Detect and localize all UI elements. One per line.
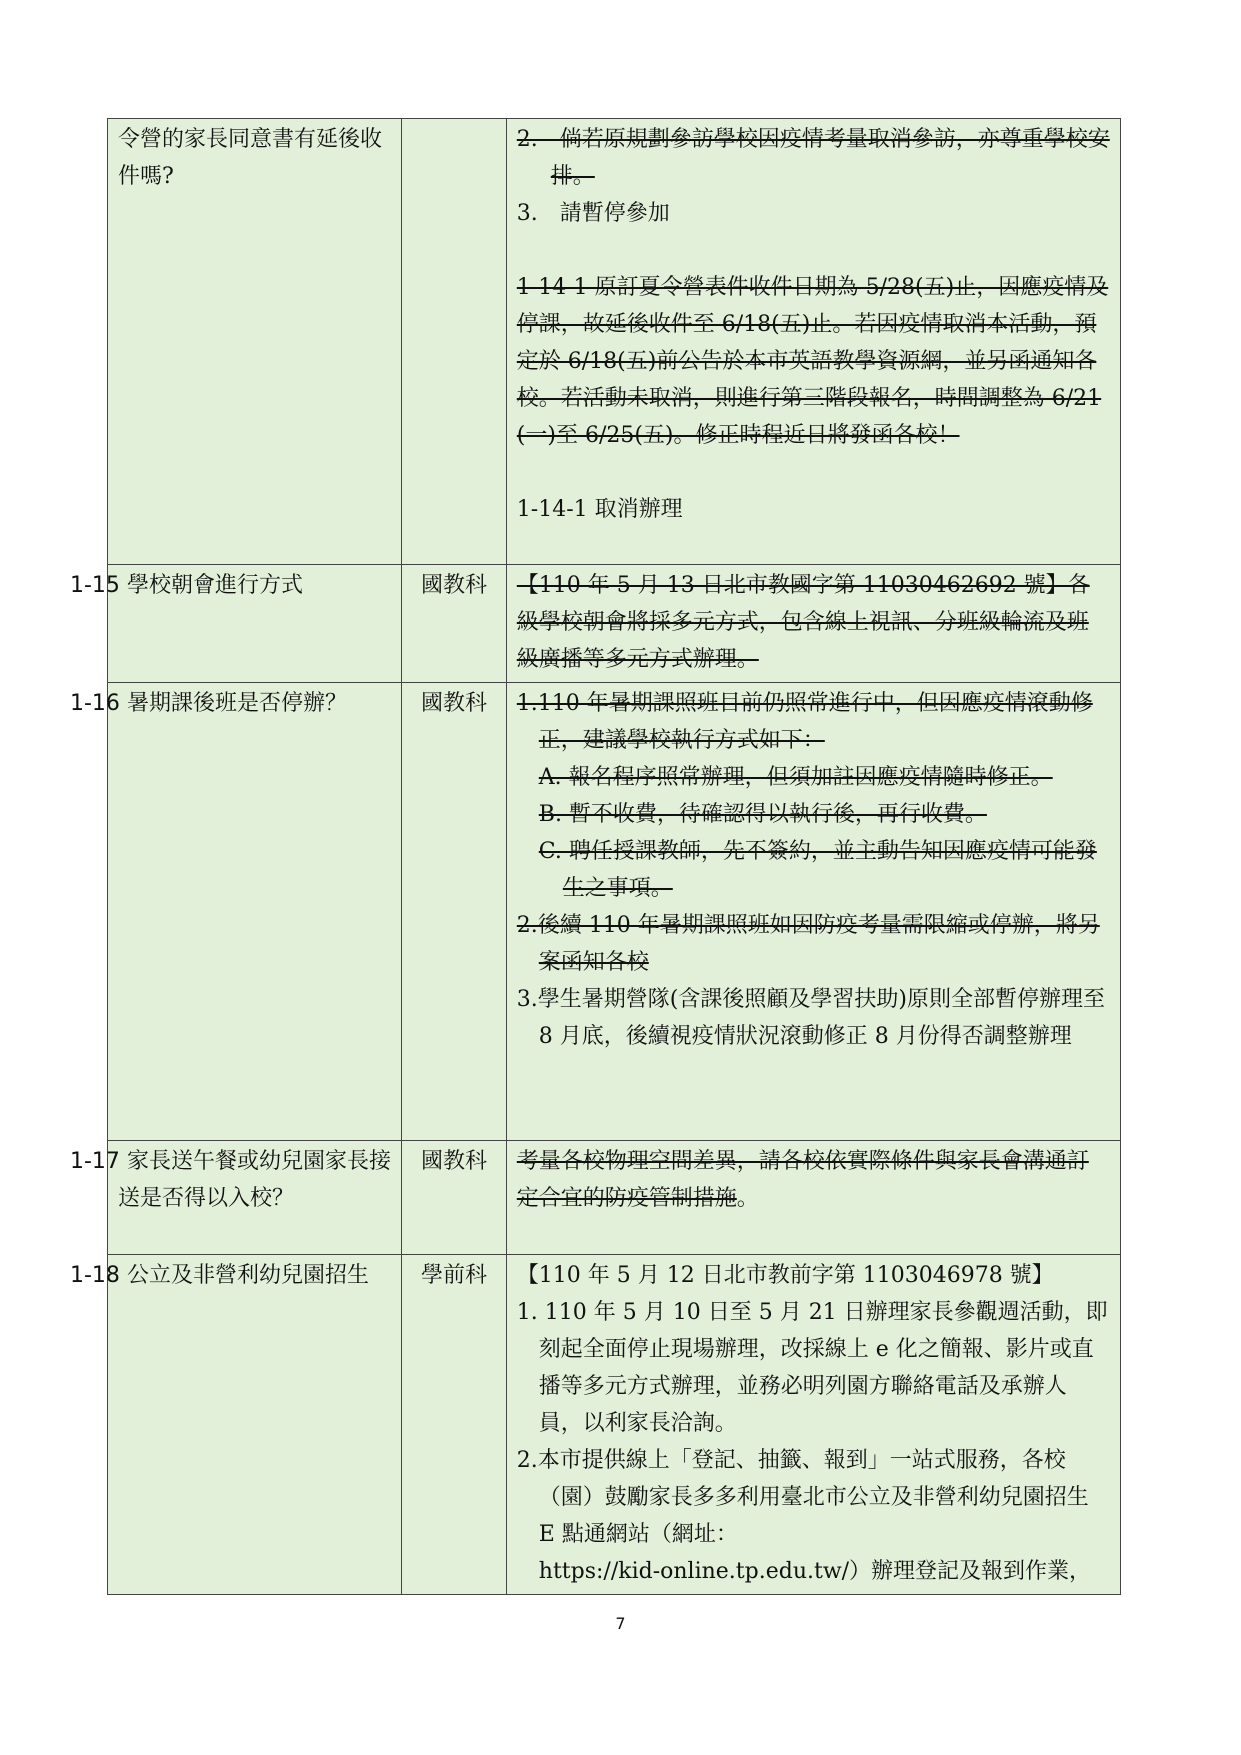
department-cell (402, 119, 506, 565)
answer-subitem-struck: A. 報名程序照常辦理，但須加註因應疫情隨時修正。 (538, 765, 1053, 790)
question-text: 家長送午餐或幼兒園家長接送是否得以入校？ (118, 1149, 391, 1211)
faq-table (70, 118, 1121, 1595)
table-row (108, 1141, 1121, 1255)
answer-item: 【110 年 5 月 12 日北市教前字第 1103046978 號】 (516, 1263, 1054, 1288)
answer-text: 。 (736, 1186, 759, 1211)
question-text: 暑期課後班是否停辦？ (126, 691, 347, 716)
question-cell (70, 565, 402, 683)
question-cell (70, 1141, 402, 1255)
table-row (108, 1255, 1121, 1595)
table-row (108, 683, 1121, 1141)
answer-cell (506, 683, 1120, 1141)
department-cell: 國教科 (402, 565, 506, 683)
answer-cell (506, 119, 1120, 565)
question-number: 1-16 (70, 691, 120, 716)
question-number: 1-15 (70, 573, 120, 598)
answer-item (517, 1143, 1110, 1217)
answer-cell (506, 1255, 1120, 1595)
answer-item: 1-14-1 取消辦理 (516, 497, 683, 522)
answer-item: 1. 110 年 5 月 10 日至 5 月 21 日辦理家長參觀週活動，即刻起全面停止現場辦理，改採線上 e 化之簡報、影片或直播等多元方式辦理，並務必明列園方聯絡電話及承辦人員，以利家長洽詢。 (516, 1300, 1108, 1436)
question-cell (70, 1255, 402, 1595)
table-row (108, 565, 1121, 683)
question-text: 令營的家長同意書有延後收件嗎? (118, 127, 383, 189)
question-number: 1-17 (70, 1149, 120, 1174)
question-number: 1-18 (70, 1263, 120, 1288)
answer-item: 3.學生暑期營隊(含課後照顧及學習扶助)原則全部暫停辦理至 8 月底，後續視疫情狀況滾動修正 8 月份得否調整辦理 (516, 987, 1105, 1049)
table-row (108, 119, 1121, 565)
answer-item: 2.本市提供線上「登記、抽籤、報到」一站式服務，各校（園）鼓勵家長多多利用臺北市公立及非營利幼兒園招生 E 點通網站（網址： (516, 1448, 1089, 1547)
answer-item-struck: 【110 年 5 月 13 日北市教國字第 11030462692 號】各級學校朝會將採多元方式，包含線上視訊、分班級輪流及班級廣播等多元方式辦理。 (516, 573, 1090, 672)
answer-item-struck: 2. 倘若原規劃參訪學校因疫情考量取消參訪，亦尊重學校安排。 (516, 127, 1110, 189)
question-text: 公立及非營利幼兒園招生 (126, 1263, 369, 1288)
answer-text-struck: 考量各校物理空間差異，請各校依實際條件與家長會溝通訂定合宜的防疫管制措施 (516, 1149, 1089, 1211)
question-cell (108, 119, 402, 565)
answer-item: 3. 請暫停參加 (516, 201, 670, 226)
question-cell (70, 683, 402, 1141)
department-cell: 學前科 (402, 1255, 506, 1595)
answer-subitem-struck: C. 聘任授課教師，先不簽約，並主動告知因應疫情可能發生之事項。 (538, 839, 1097, 901)
answer-item-struck: 1.110 年暑期課照班目前仍照常進行中，但因應疫情滾動修正，建議學校執行方式如下： (516, 691, 1093, 753)
answer-item-struck: 2.後續 110 年暑期課照班如因防疫考量需限縮或停辦，將另案函知各校 (516, 913, 1100, 975)
department-cell: 國教科 (402, 1141, 506, 1255)
question-text: 學校朝會進行方式 (126, 573, 303, 598)
answer-item-struck: 1-14-1 原訂夏令營表件收件日期為 5/28(五)止，因應疫情及停課，故延後收件至 6/18(五)止。若因疫情取消本活動，預定於 6/18(五)前公告於本市英語教學資源網，並另函通知各校。若活動未取消，則進行第三階段報名，時間調整為 6/21(一)至 6/25(五)。修正時程近日將發函各校！ (516, 275, 1109, 448)
answer-subitem-struck: B. 暫不收費，待確認得以執行後，再行收費。 (538, 802, 987, 827)
answer-cell (506, 1141, 1120, 1255)
answer-item-url: https://kid-online.tp.edu.tw/）辦理登記及報到作業， (538, 1559, 1092, 1584)
answer-cell (506, 565, 1120, 683)
department-cell: 國教科 (402, 683, 506, 1141)
page-number: 7 (615, 1614, 626, 1633)
